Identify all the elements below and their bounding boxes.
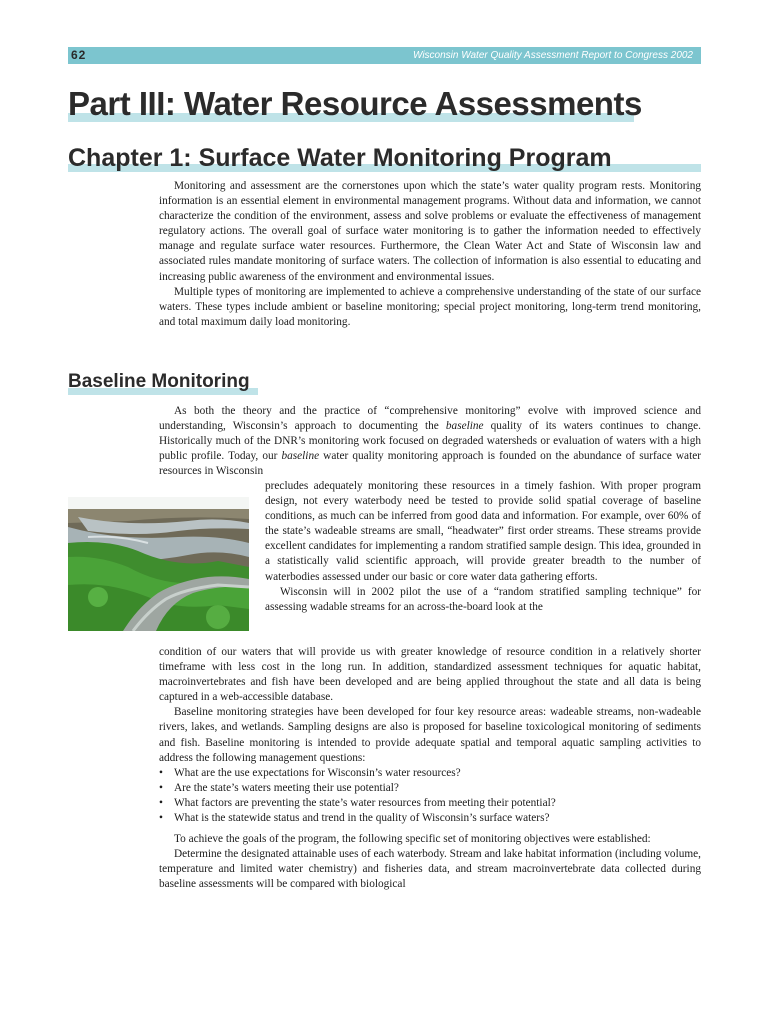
header-bar xyxy=(68,47,701,64)
list-item: • What is the statewide status and trend in the quality of Wisconsin’s surface waters? xyxy=(159,811,701,826)
baseline-p2-continued: condition of our waters that will provide us with greater knowledge of resource condition in a relatively shorter timeframe with less cost in the long run. In addition, standardized assessment techniques for aquatic habitat, macroinvertebrates and fish have been developed and are being applied throughout the state and all data is being captured in a web-accessible database. xyxy=(159,646,701,704)
list-item: • What are the use expectations for Wisconsin’s water resources? xyxy=(159,766,701,781)
list-item: • Are the state’s waters meeting their use potential? xyxy=(159,781,701,796)
chapter-title: Chapter 1: Surface Water Monitoring Program xyxy=(68,144,612,172)
intro-text xyxy=(159,179,701,330)
running-title: Wisconsin Water Quality Assessment Report to Congress 2002 xyxy=(412,50,693,61)
baseline-p1-part-b: quality of its waters continues to change. Historically much of the DNR’s monitoring work focused on degraded watersheds or evaluation of waters with a high public profile. Today, our xyxy=(159,420,702,463)
baseline-paragraph-4: To achieve the goals of the program, the following specific set of monitoring objectives were established: xyxy=(174,833,651,846)
baseline-paragraph-1 xyxy=(159,404,701,479)
part-title: Part III: Water Resource Assessments xyxy=(68,85,642,122)
baseline-paragraph-3: Baseline monitoring strategies have been developed for four key resource areas: wadeable streams, non-wadeable rivers, lakes, and wetlands. Sampling designs are also is proposed for baseline toxicological monitoring of sediments and fish. Baseline monitoring is intended to provide adequate spatial and temporal aquatic sampling activities to address the following management questions: xyxy=(159,706,701,764)
baseline-p1-continued: precludes adequately monitoring these resources in a timely fashion. With proper program design, not every waterbody need be tested to provide solid spatial coverage of baseline conditions, as much can be inferred from good data and information. For example, over 60% of the state’s wadeable streams are small, “headwater” first order streams. These streams provide excellent candidates for implementing a random stratified sample design. This idea, grounded in a statistically valid scientific approach, will provide greater breadth to the number of waterbodies assessed under our basic or core water data gathering efforts. xyxy=(265,480,701,583)
management-questions-list xyxy=(159,766,701,826)
baseline-text-top xyxy=(159,404,701,479)
baseline-p1-part-c: water quality monitoring approach is founded on the abundance of surface water resources in Wisconsin xyxy=(159,450,701,478)
wetland-stream-photo xyxy=(68,497,249,631)
baseline-text-bottom xyxy=(159,645,701,893)
baseline-p1-part-a: As both the theory and the practice of “comprehensive monitoring” evolve with improved science and understanding, Wisconsin’s approach to documenting the xyxy=(159,405,701,433)
baseline-emphasis-1: baseline xyxy=(445,420,484,433)
baseline-paragraph-5: Determine the designated attainable uses of each waterbody. Stream and lake habitat information (including volume, temperature and limited water chemistry) and fisheries data, and stream macroinvertebrate data collected during baseline assessments will be compared with biological xyxy=(159,848,701,891)
intro-paragraph-2: Multiple types of monitoring are implemented to achieve a comprehensive understanding of the state of our surface waters. These types include ambient or baseline monitoring; special project monitoring, long-term trend monitoring, and total maximum daily load monitoring. xyxy=(159,285,701,328)
page-number: 62 xyxy=(71,48,87,62)
section-heading-baseline: Baseline Monitoring xyxy=(68,371,250,392)
baseline-paragraph-2: Wisconsin will in 2002 pilot the use of a “random stratified sampling technique” for assessing wadable streams for an across-the-board look at the xyxy=(265,585,701,613)
intro-paragraph-1: Monitoring and assessment are the cornerstones upon which the state’s water quality program rests. Monitoring information is an essential element in environmental management programs. Without data and information, we cannot characterize the condition of the environment, assess and solve problems or evaluate the effectiveness of management regulatory actions. The overall goal of surface water monitoring is to gather the information needed to effectively manage and regulate surface water resources. Furthermore, the Clean Water Act and State of Wisconsin law and associated rules mandate monitoring of surface waters. The collection of information is also essential to educating and increasing public awareness of the environment and environmental issues. xyxy=(159,180,701,283)
baseline-emphasis-2: baseline xyxy=(281,450,320,463)
list-item: • What factors are preventing the state’s water resources from meeting their potential? xyxy=(159,796,701,811)
baseline-text-wrap xyxy=(265,479,701,615)
